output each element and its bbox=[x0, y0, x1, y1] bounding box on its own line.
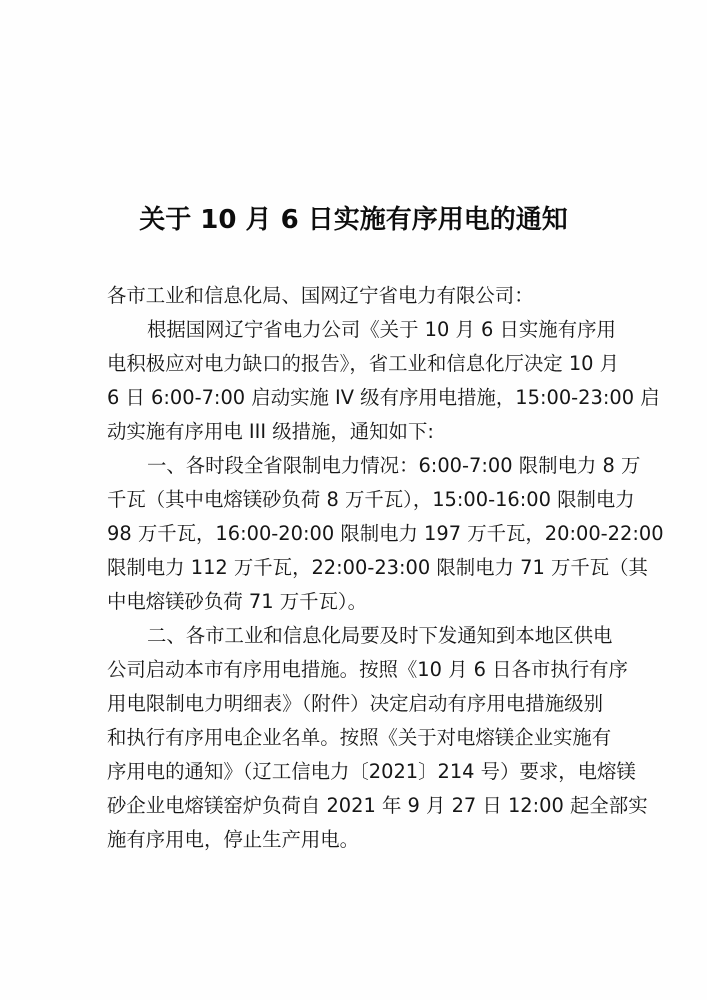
intro-line-2: 电积极应对电力缺口的报告》，省工业和信息化厅决定 10 月 bbox=[107, 352, 620, 375]
section-2-line-6: 砂企业电熔镁窑炉负荷自 2021 年 9 月 27 日 12:00 起全部实 bbox=[107, 794, 648, 817]
section-1-line-4: 限制电力 112 万千瓦，22:00-23:00 限制电力 71 万千瓦（其 bbox=[107, 556, 648, 579]
salutation: 各市工业和信息化局、国网辽宁省电力有限公司： bbox=[107, 284, 534, 307]
section-1-line-1: 一、各时段全省限制电力情况：6:00-7:00 限制电力 8 万 bbox=[147, 454, 641, 477]
section-2-line-2: 公司启动本市有序用电措施。按照《10 月 6 日各市执行有序 bbox=[107, 658, 628, 681]
section-2-line-3: 用电限制电力明细表》（附件）决定启动有序用电措施级别 bbox=[107, 692, 603, 715]
intro-line-4: 动实施有序用电 III 级措施，通知如下: bbox=[107, 420, 434, 443]
section-2-line-5: 序用电的通知》（辽工信电力〔2021〕214 号）要求，电熔镁 bbox=[107, 760, 636, 783]
section-2-line-7: 施有序用电，停止生产用电。 bbox=[107, 828, 360, 851]
section-2-line-1: 二、各市工业和信息化局要及时下发通知到本地区供电 bbox=[147, 624, 613, 647]
section-2-line-4: 和执行有序用电企业名单。按照《关于对电熔镁企业实施有 bbox=[107, 726, 612, 749]
intro-line-3: 6 日 6:00-7:00 启动实施 IV 级有序用电措施，15:00-23:00 启 bbox=[107, 386, 660, 409]
section-1-line-5: 中电熔镁砂负荷 71 万千瓦）。 bbox=[107, 590, 367, 613]
document-body bbox=[107, 279, 664, 857]
section-1-line-3: 98 万千瓦，16:00-20:00 限制电力 197 万千瓦，20:00-22:00 bbox=[107, 522, 664, 545]
intro-line-1: 根据国网辽宁省电力公司《关于 10 月 6 日实施有序用 bbox=[147, 318, 616, 341]
document-title: 关于 10 月 6 日实施有序用电的通知 bbox=[139, 205, 568, 235]
section-1-line-2: 千瓦（其中电熔镁砂负荷 8 万千瓦），15:00-16:00 限制电力 bbox=[107, 488, 635, 511]
